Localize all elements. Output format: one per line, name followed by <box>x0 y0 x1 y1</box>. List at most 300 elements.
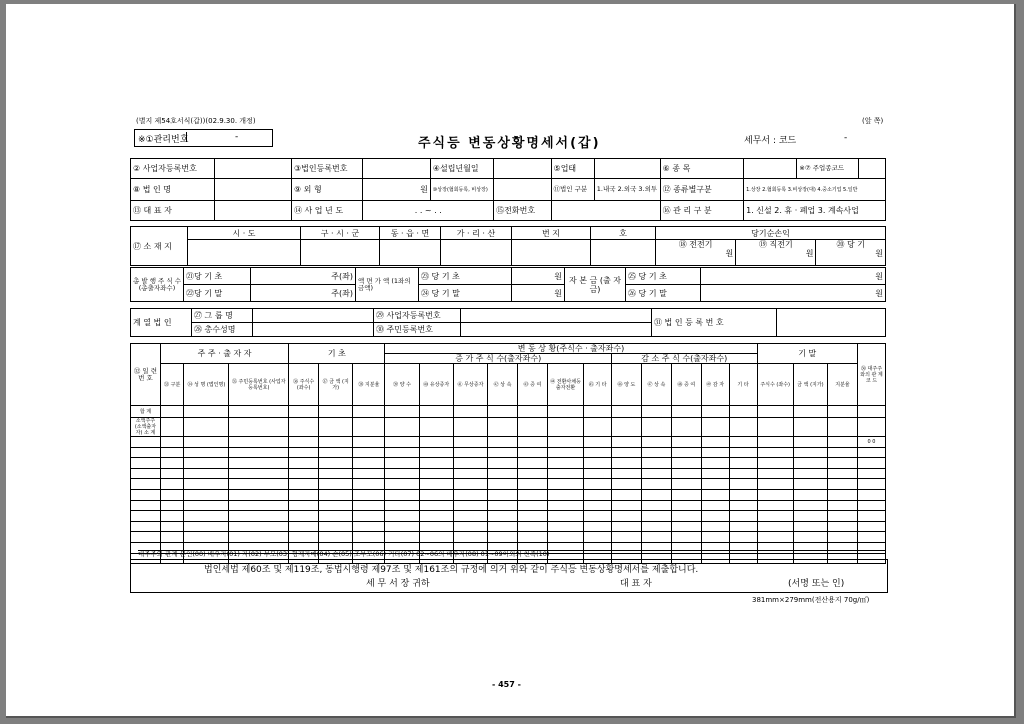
ledger-cell[interactable] <box>131 479 161 490</box>
ledger-cell[interactable] <box>419 532 453 543</box>
ledger-cell[interactable] <box>289 437 319 448</box>
ledger-cell[interactable] <box>828 406 858 418</box>
ledger-cell[interactable] <box>184 437 229 448</box>
ledger-cell[interactable] <box>289 532 319 543</box>
ledger-cell[interactable] <box>419 500 453 511</box>
ledger-cell[interactable] <box>419 458 453 469</box>
ledger-cell[interactable] <box>385 418 419 437</box>
ledger-cell[interactable] <box>385 489 419 500</box>
addr-gusigun-value[interactable] <box>301 240 380 266</box>
ledger-cell[interactable] <box>793 489 827 500</box>
ledger-cell[interactable] <box>488 406 518 418</box>
ledger-cell[interactable] <box>547 447 583 458</box>
ledger-cell[interactable] <box>641 489 671 500</box>
ledger-cell[interactable] <box>793 532 827 543</box>
ledger-cell[interactable] <box>828 489 858 500</box>
ledger-cell[interactable] <box>828 479 858 490</box>
ledger-cell[interactable] <box>289 468 319 479</box>
ledger-cell[interactable] <box>517 521 547 532</box>
ledger-cell[interactable] <box>858 418 886 437</box>
ledger-cell[interactable] <box>793 479 827 490</box>
ledger-cell[interactable] <box>858 458 886 469</box>
ledger-cell[interactable] <box>858 447 886 458</box>
ledger-cell[interactable] <box>353 418 385 437</box>
ledger-cell[interactable] <box>828 468 858 479</box>
ledger-cell[interactable] <box>858 532 886 543</box>
ledger-cell[interactable] <box>858 468 886 479</box>
ledger-cell[interactable] <box>612 437 642 448</box>
ledger-cell[interactable] <box>131 489 161 500</box>
capital-label: ⑨ 외 형 <box>291 179 362 201</box>
ledger-cell[interactable] <box>757 511 793 522</box>
ledger-cell[interactable] <box>793 418 827 437</box>
ledger-cell[interactable] <box>757 447 793 458</box>
ledger-cell[interactable] <box>584 458 612 469</box>
ledger-cell[interactable] <box>453 437 487 448</box>
ledger-cell[interactable] <box>612 511 642 522</box>
ledger-cell[interactable] <box>353 521 385 532</box>
ledger-cell[interactable] <box>641 418 671 437</box>
ledger-cell[interactable] <box>793 511 827 522</box>
ledger-cell[interactable] <box>641 532 671 543</box>
ledger-cell[interactable] <box>289 500 319 511</box>
affiliate-corp-reg-value[interactable] <box>777 309 886 337</box>
ledger-cell[interactable] <box>289 447 319 458</box>
ledger-cell[interactable] <box>641 479 671 490</box>
ledger-cell[interactable] <box>319 418 353 437</box>
ledger-cell[interactable] <box>160 511 184 522</box>
ledger-cell[interactable] <box>184 532 229 543</box>
ledger-cell[interactable] <box>160 458 184 469</box>
ledger-cell[interactable] <box>729 532 757 543</box>
ledger-cell[interactable] <box>828 500 858 511</box>
ledger-cell[interactable] <box>701 406 729 418</box>
ledger-cell[interactable] <box>419 489 453 500</box>
ledger-cell[interactable] <box>160 468 184 479</box>
ledger-cell[interactable] <box>488 521 518 532</box>
ledger-cell[interactable] <box>828 447 858 458</box>
ledger-cell[interactable] <box>612 447 642 458</box>
table-row <box>131 447 886 458</box>
ledger-cell[interactable] <box>612 479 642 490</box>
ledger-cell[interactable] <box>488 532 518 543</box>
ledger-cell[interactable] <box>488 500 518 511</box>
ledger-cell[interactable] <box>547 437 583 448</box>
ledger-cell[interactable] <box>793 521 827 532</box>
ledger-cell[interactable] <box>453 532 487 543</box>
ledger-cell[interactable] <box>160 418 184 437</box>
ledger-cell[interactable] <box>828 521 858 532</box>
ledger-cell[interactable] <box>584 500 612 511</box>
ledger-cell[interactable] <box>671 468 701 479</box>
ledger-cell[interactable] <box>729 406 757 418</box>
ledger-cell[interactable] <box>701 468 729 479</box>
ledger-cell[interactable] <box>701 437 729 448</box>
ledger-cell[interactable] <box>289 418 319 437</box>
ledger-cell[interactable] <box>453 489 487 500</box>
ledger-cell[interactable] <box>858 479 886 490</box>
ledger-cell[interactable] <box>701 479 729 490</box>
ledger-cell[interactable] <box>584 479 612 490</box>
addr-ho-value[interactable] <box>591 240 656 266</box>
ledger-cell[interactable] <box>612 532 642 543</box>
ledger-cell[interactable] <box>319 458 353 469</box>
ledger-cell[interactable] <box>385 458 419 469</box>
ledger-cell[interactable] <box>184 500 229 511</box>
ledger-cell[interactable] <box>729 500 757 511</box>
ledger-cell[interactable] <box>793 500 827 511</box>
ledger-cell[interactable] <box>131 521 161 532</box>
ledger-cell[interactable] <box>229 489 289 500</box>
ledger-cell[interactable] <box>612 489 642 500</box>
ledger-cell[interactable] <box>419 406 453 418</box>
ledger-cell[interactable] <box>517 489 547 500</box>
corp-reg-no-value[interactable] <box>363 159 430 179</box>
ledger-cell[interactable] <box>353 468 385 479</box>
ledger-cell[interactable] <box>184 458 229 469</box>
ledger-cell[interactable] <box>517 479 547 490</box>
ledger-cell[interactable] <box>419 511 453 522</box>
ledger-cell[interactable] <box>701 447 729 458</box>
ledger-cell[interactable] <box>453 447 487 458</box>
ledger-cell[interactable] <box>671 458 701 469</box>
ledger-cell[interactable] <box>488 479 518 490</box>
ledger-cell[interactable] <box>353 437 385 448</box>
ledger-cell[interactable] <box>385 521 419 532</box>
ledger-cell[interactable] <box>385 500 419 511</box>
ledger-cell[interactable] <box>419 447 453 458</box>
ledger-cell[interactable] <box>160 437 184 448</box>
ledger-cell[interactable] <box>757 458 793 469</box>
ledger-cell[interactable] <box>757 437 793 448</box>
ledger-cell[interactable] <box>419 437 453 448</box>
ledger-cell[interactable] <box>641 521 671 532</box>
ledger-cell[interactable] <box>289 406 319 418</box>
ledger-cell[interactable] <box>229 532 289 543</box>
ledger-cell[interactable] <box>319 532 353 543</box>
ledger-cell[interactable] <box>757 532 793 543</box>
ledger-cell[interactable] <box>453 511 487 522</box>
relation-code-value[interactable]: 0 0 <box>858 437 886 448</box>
ledger-cell[interactable] <box>131 500 161 511</box>
ledger-cell[interactable] <box>584 447 612 458</box>
ledger-cell[interactable] <box>641 511 671 522</box>
ledger-cell[interactable] <box>517 468 547 479</box>
ledger-cell[interactable] <box>701 532 729 543</box>
ledger-cell[interactable] <box>584 489 612 500</box>
ledger-cell[interactable] <box>547 511 583 522</box>
ledger-cell[interactable] <box>353 489 385 500</box>
ledger-cell[interactable] <box>419 479 453 490</box>
ledger-cell[interactable] <box>757 418 793 437</box>
ledger-cell[interactable] <box>671 489 701 500</box>
ledger-cell[interactable] <box>319 479 353 490</box>
ledger-cell[interactable] <box>353 406 385 418</box>
ledger-cell[interactable] <box>584 511 612 522</box>
ledger-cell[interactable] <box>385 479 419 490</box>
ledger-cell[interactable] <box>757 406 793 418</box>
ledger-cell[interactable] <box>671 406 701 418</box>
owner-name-value[interactable] <box>253 323 374 337</box>
ledger-cell[interactable] <box>671 479 701 490</box>
resident-no-value[interactable] <box>461 323 652 337</box>
ledger-cell[interactable] <box>184 479 229 490</box>
ledger-cell[interactable] <box>385 447 419 458</box>
addr-dong-value[interactable] <box>380 240 441 266</box>
ledger-cell[interactable] <box>584 468 612 479</box>
business-value[interactable] <box>594 159 660 179</box>
biz-reg-no-value[interactable] <box>214 159 291 179</box>
ledger-cell[interactable] <box>184 447 229 458</box>
ledger-cell[interactable] <box>131 468 161 479</box>
ledger-cell[interactable] <box>671 437 701 448</box>
ledger-cell[interactable] <box>858 406 886 418</box>
ledger-cell[interactable] <box>319 500 353 511</box>
ledger-cell[interactable] <box>488 468 518 479</box>
ledger-cell[interactable] <box>547 500 583 511</box>
ledger-cell[interactable] <box>671 521 701 532</box>
ledger-cell[interactable] <box>289 511 319 522</box>
ledger-cell[interactable] <box>319 468 353 479</box>
established-value[interactable] <box>494 159 551 179</box>
ledger-cell[interactable] <box>289 458 319 469</box>
ledger-cell[interactable] <box>641 437 671 448</box>
ledger-cell[interactable] <box>131 458 161 469</box>
ledger-cell[interactable] <box>319 489 353 500</box>
ledger-cell[interactable] <box>229 458 289 469</box>
ledger-cell[interactable] <box>131 511 161 522</box>
ledger-cell[interactable] <box>229 468 289 479</box>
group-name-value[interactable] <box>253 309 374 323</box>
ledger-cell[interactable] <box>160 521 184 532</box>
affiliate-biz-no-value[interactable] <box>461 309 652 323</box>
ledger-cell[interactable] <box>858 500 886 511</box>
ledger-cell[interactable] <box>729 437 757 448</box>
ledger-cell[interactable] <box>385 468 419 479</box>
ledger-cell[interactable] <box>757 521 793 532</box>
main-code-value[interactable] <box>858 159 885 179</box>
ledger-cell[interactable] <box>453 521 487 532</box>
ledger-cell[interactable] <box>612 468 642 479</box>
ledger-cell[interactable] <box>729 418 757 437</box>
ledger-cell[interactable] <box>184 511 229 522</box>
ledger-cell[interactable] <box>319 437 353 448</box>
ledger-cell[interactable] <box>729 458 757 469</box>
ledger-cell[interactable] <box>729 468 757 479</box>
ledger-cell[interactable] <box>729 489 757 500</box>
listing-value[interactable] <box>494 179 551 201</box>
ledger-cell[interactable] <box>353 447 385 458</box>
ledger-cell[interactable] <box>828 437 858 448</box>
ledger-cell[interactable] <box>517 500 547 511</box>
phone-value[interactable] <box>551 201 660 221</box>
ledger-cell[interactable] <box>229 437 289 448</box>
ledger-cell[interactable] <box>184 521 229 532</box>
year-value[interactable]: . . ~ . . <box>363 201 494 221</box>
ledger-cell[interactable] <box>757 500 793 511</box>
ledger-cell[interactable] <box>793 468 827 479</box>
ledger-cell[interactable] <box>584 406 612 418</box>
corp-name-value[interactable] <box>214 179 291 201</box>
ledger-cell[interactable] <box>131 447 161 458</box>
ledger-cell[interactable] <box>517 418 547 437</box>
addr-bunji-value[interactable] <box>512 240 591 266</box>
ledger-cell[interactable] <box>793 447 827 458</box>
ledger-cell[interactable] <box>229 500 289 511</box>
ledger-cell[interactable] <box>160 447 184 458</box>
ledger-cell[interactable] <box>641 468 671 479</box>
ledger-cell[interactable] <box>184 418 229 437</box>
ledger-cell[interactable] <box>353 511 385 522</box>
ledger-cell[interactable] <box>671 511 701 522</box>
ledger-cell[interactable] <box>453 458 487 469</box>
ledger-cell[interactable] <box>793 458 827 469</box>
ledger-cell[interactable] <box>793 406 827 418</box>
ledger-cell[interactable] <box>828 532 858 543</box>
ledger-cell[interactable] <box>828 511 858 522</box>
ledger-cell[interactable] <box>488 489 518 500</box>
ledger-cell[interactable] <box>517 447 547 458</box>
ledger-cell[interactable] <box>757 479 793 490</box>
ledger-cell[interactable] <box>547 458 583 469</box>
ledger-cell[interactable] <box>488 418 518 437</box>
ledger-cell[interactable] <box>184 406 229 418</box>
ledger-cell[interactable] <box>353 532 385 543</box>
ledger-cell[interactable] <box>160 500 184 511</box>
ledger-cell[interactable] <box>385 532 419 543</box>
ledger-cell[interactable] <box>671 418 701 437</box>
ledger-cell[interactable] <box>517 532 547 543</box>
ledger-cell[interactable] <box>757 468 793 479</box>
ledger-cell[interactable] <box>828 418 858 437</box>
ledger-cell[interactable] <box>229 511 289 522</box>
ledger-cell[interactable] <box>160 406 184 418</box>
ledger-cell[interactable] <box>701 511 729 522</box>
ledger-cell[interactable] <box>385 511 419 522</box>
issued-shares-label: 총 발 행 주 식 수 (총출자좌수) <box>131 268 184 302</box>
ledger-cell[interactable] <box>419 468 453 479</box>
ledger-cell[interactable] <box>701 521 729 532</box>
ledger-cell[interactable] <box>757 489 793 500</box>
ledger-cell[interactable] <box>612 500 642 511</box>
ledger-cell[interactable] <box>701 489 729 500</box>
ledger-cell[interactable] <box>584 437 612 448</box>
ledger-cell[interactable] <box>229 406 289 418</box>
ledger-cell[interactable] <box>671 500 701 511</box>
ledger-cell[interactable] <box>701 418 729 437</box>
ledger-cell[interactable] <box>584 532 612 543</box>
ledger-cell[interactable] <box>547 406 583 418</box>
ledger-cell[interactable] <box>453 479 487 490</box>
ledger-cell[interactable] <box>612 458 642 469</box>
ledger-cell[interactable] <box>453 468 487 479</box>
ledger-cell[interactable] <box>419 418 453 437</box>
ledger-cell[interactable] <box>584 521 612 532</box>
ledger-cell[interactable] <box>160 532 184 543</box>
ledger-cell[interactable] <box>793 437 827 448</box>
ledger-cell[interactable] <box>289 521 319 532</box>
ledger-cell[interactable] <box>229 447 289 458</box>
ledger-cell[interactable] <box>517 406 547 418</box>
ledger-cell[interactable] <box>131 532 161 543</box>
ledger-cell[interactable] <box>858 521 886 532</box>
rep-value[interactable] <box>214 201 291 221</box>
ledger-cell[interactable] <box>641 447 671 458</box>
ledger-cell[interactable] <box>612 418 642 437</box>
ledger-cell[interactable] <box>453 406 487 418</box>
ledger-cell[interactable] <box>385 437 419 448</box>
ledger-cell[interactable] <box>547 521 583 532</box>
ledger-cell[interactable] <box>385 406 419 418</box>
ledger-cell[interactable] <box>547 418 583 437</box>
ledger-cell[interactable] <box>319 406 353 418</box>
ledger-cell[interactable] <box>701 500 729 511</box>
item-value[interactable] <box>744 159 797 179</box>
ledger-cell[interactable] <box>641 406 671 418</box>
ledger-cell[interactable] <box>184 468 229 479</box>
ledger-cell[interactable] <box>160 489 184 500</box>
ledger-cell[interactable] <box>353 458 385 469</box>
ledger-cell[interactable] <box>488 458 518 469</box>
ledger-cell[interactable] <box>453 500 487 511</box>
ledger-cell[interactable] <box>517 511 547 522</box>
ledger-cell[interactable] <box>353 479 385 490</box>
ledger-cell[interactable] <box>229 521 289 532</box>
ledger-cell[interactable] <box>641 458 671 469</box>
ledger-cell[interactable] <box>729 447 757 458</box>
ledger-cell[interactable] <box>319 447 353 458</box>
ledger-cell[interactable] <box>547 532 583 543</box>
ledger-cell[interactable] <box>612 521 642 532</box>
ledger-cell[interactable] <box>584 418 612 437</box>
ledger-cell[interactable] <box>289 479 319 490</box>
ledger-cell[interactable] <box>289 489 319 500</box>
ledger-cell[interactable] <box>547 489 583 500</box>
ledger-cell[interactable] <box>353 500 385 511</box>
ledger-cell[interactable] <box>229 418 289 437</box>
ledger-cell[interactable] <box>828 458 858 469</box>
ledger-cell[interactable] <box>612 406 642 418</box>
ledger-cell[interactable] <box>729 511 757 522</box>
ledger-cell[interactable] <box>858 511 886 522</box>
ledger-cell[interactable] <box>517 458 547 469</box>
ledger-cell[interactable] <box>671 532 701 543</box>
ledger-cell[interactable] <box>160 479 184 490</box>
ledger-cell[interactable] <box>858 489 886 500</box>
ledger-cell[interactable] <box>517 437 547 448</box>
ledger-col-16: ㊾ 감 자 <box>701 364 729 406</box>
ledger-cell[interactable] <box>488 437 518 448</box>
ledger-cell[interactable] <box>229 479 289 490</box>
ledger-cell[interactable] <box>488 511 518 522</box>
ledger-cell[interactable] <box>671 447 701 458</box>
addr-sido-value[interactable] <box>188 240 301 266</box>
ledger-cell[interactable] <box>547 468 583 479</box>
ledger-cell[interactable] <box>729 479 757 490</box>
ledger-cell[interactable] <box>184 489 229 500</box>
ledger-cell[interactable] <box>488 447 518 458</box>
ledger-cell[interactable] <box>319 521 353 532</box>
ledger-cell[interactable] <box>419 521 453 532</box>
ledger-cell[interactable] <box>547 479 583 490</box>
ledger-cell[interactable] <box>701 458 729 469</box>
ledger-cell[interactable] <box>319 511 353 522</box>
ledger-cell[interactable] <box>641 500 671 511</box>
ledger-cell[interactable] <box>453 418 487 437</box>
ledger-cell[interactable] <box>729 521 757 532</box>
ledger-cell[interactable] <box>131 437 161 448</box>
addr-ri-value[interactable] <box>441 240 512 266</box>
